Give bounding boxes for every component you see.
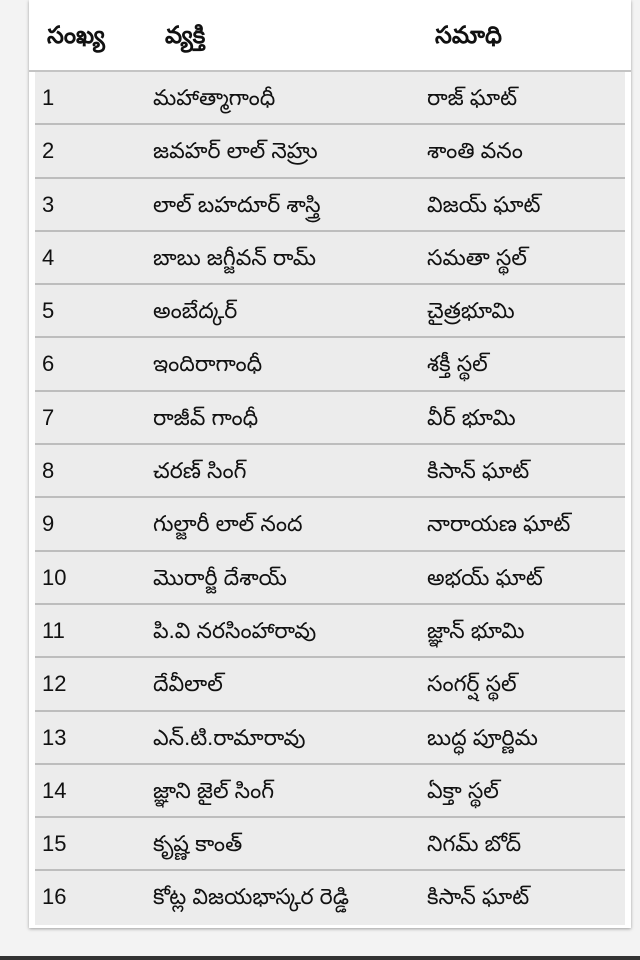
number-cell: 5 — [42, 298, 55, 324]
table-header — [29, 0, 631, 72]
table-row — [35, 232, 625, 285]
number-cell: 14 — [42, 777, 67, 803]
person-cell: జవహర్ లాల్ నెహ్రు — [153, 138, 318, 164]
person-cell: లాల్ బహదూర్ శాస్త్రి — [153, 191, 321, 217]
number-cell: 1 — [42, 85, 55, 110]
samadhi-cell: శక్తీ స్థల్ — [427, 351, 488, 377]
number-cell: 13 — [42, 724, 67, 750]
person-cell: జ్ఞాని జైల్ సింగ్ — [153, 777, 275, 803]
samadhi-cell: ఏక్తా స్థల్ — [427, 777, 499, 803]
header-person: వ్యక్తి — [165, 22, 206, 49]
table-row — [35, 658, 625, 711]
header-number: సంఖ్య — [47, 22, 105, 49]
person-cell: మహాత్మాగాంధీ — [153, 85, 276, 110]
samadhi-cell: నారాయణ ఘాట్ — [427, 511, 571, 537]
number-cell: 3 — [42, 191, 55, 217]
person-cell: రాజీవ్ గాంధీ — [153, 404, 259, 430]
table-row — [35, 871, 625, 924]
table-row — [35, 125, 625, 178]
samadhi-cell: నిగమ్ బోద్ — [427, 831, 522, 857]
table-row — [35, 179, 625, 232]
samadhi-cell: రాజ్ ఘాట్ — [427, 85, 518, 110]
person-cell: అంబేద్కర్ — [153, 298, 238, 324]
number-cell: 15 — [42, 831, 67, 857]
samadhi-cell: సంగర్ష్ స్థల్ — [427, 671, 517, 697]
header-samadhi: సమాధి — [435, 22, 502, 49]
samadhi-cell: శాంతి వనం — [427, 138, 523, 164]
samadhi-table — [29, 0, 631, 928]
number-cell: 12 — [42, 671, 67, 697]
person-cell: బాబు జగ్జీవన్ రామ్ — [153, 244, 317, 270]
samadhi-cell: విజయ్ ఘాట్ — [427, 191, 541, 217]
table-row — [35, 552, 625, 605]
number-cell: 8 — [42, 458, 55, 484]
table-row — [35, 818, 625, 871]
samadhi-cell: కిసాన్ ఘాట్ — [427, 884, 530, 910]
samadhi-cell: అభయ్ ఘాట్ — [427, 564, 543, 590]
table-row — [35, 392, 625, 445]
samadhi-cell: కిసాన్ ఘాట్ — [427, 458, 530, 484]
number-cell: 4 — [42, 244, 55, 270]
table-row — [35, 285, 625, 338]
table-row — [35, 765, 625, 818]
samadhi-cell: సమతా స్థల్ — [427, 244, 527, 270]
table-row — [35, 445, 625, 498]
person-cell: చరణ్ సింగ్ — [153, 458, 247, 484]
table-row — [35, 605, 625, 658]
person-cell: కోట్ల విజయభాస్కర రెడ్డి — [153, 884, 350, 910]
samadhi-cell: చైత్రభూమి — [427, 298, 515, 324]
table-row — [35, 72, 625, 125]
person-cell: దేవీలాల్ — [153, 671, 223, 697]
number-cell: 16 — [42, 884, 67, 910]
person-cell: ఎన్.టి.రామారావు — [153, 724, 306, 750]
person-cell: కృష్ణ కాంత్ — [153, 831, 243, 857]
number-cell: 11 — [42, 617, 65, 643]
number-cell: 2 — [42, 138, 55, 164]
number-cell: 6 — [42, 351, 55, 377]
samadhi-cell: వీర్ భూమి — [427, 404, 516, 430]
bottom-bar — [0, 956, 640, 960]
person-cell: గుల్జారీ లాల్ నంద — [153, 511, 303, 537]
number-cell: 7 — [42, 404, 55, 430]
samadhi-cell: బుద్ధ పూర్ణిమ — [427, 724, 538, 750]
table-row — [35, 338, 625, 391]
number-cell: 10 — [42, 564, 67, 590]
person-cell: మొరార్జీ దేశాయ్ — [153, 564, 287, 590]
table-row — [35, 498, 625, 551]
table-row — [35, 712, 625, 765]
person-cell: ఇందిరాగాంధీ — [153, 351, 263, 377]
table-body — [35, 72, 625, 925]
person-cell: పి.వి నరసింహారావు — [153, 617, 317, 643]
samadhi-cell: జ్ఞాన్ భూమి — [427, 617, 525, 643]
number-cell: 9 — [42, 511, 55, 537]
